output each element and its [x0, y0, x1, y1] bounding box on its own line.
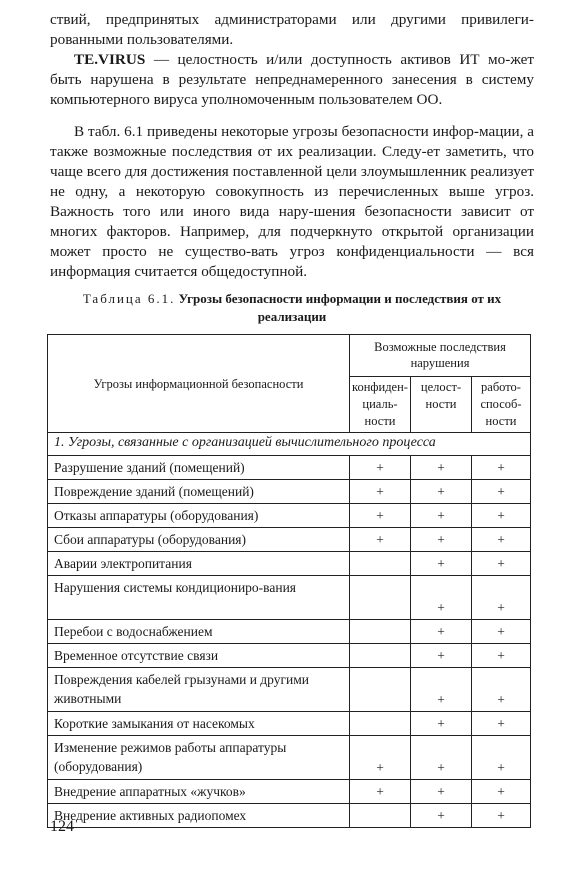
threat-name: Сбои аппаратуры (оборудования): [48, 528, 350, 552]
table-row: [48, 480, 531, 504]
threat-name: Внедрение активных радиопомех: [48, 804, 350, 828]
table-section-heading: 1. Угрозы, связанные с организацией вычислительного процесса: [48, 433, 531, 456]
table-row: [48, 736, 531, 780]
confidentiality-mark: [350, 552, 411, 576]
availability-mark: +: [472, 456, 531, 480]
page-number: 124: [50, 818, 74, 835]
term-te-virus: TE.VIRUS: [74, 51, 146, 68]
threats-table: [47, 334, 531, 828]
table-row: [48, 712, 531, 736]
integrity-mark: +: [411, 712, 472, 736]
paragraph-continuation: ствий, предпринятых администраторами или другими привилеги-рованными пользователями.: [50, 11, 534, 48]
threat-name: Нарушения системы кондициониро-вания: [48, 576, 350, 620]
integrity-mark: +: [411, 620, 472, 644]
confidentiality-mark: [350, 644, 411, 668]
threat-name: Временное отсутствие связи: [48, 644, 350, 668]
confidentiality-mark: [350, 668, 411, 712]
confidentiality-mark: +: [350, 456, 411, 480]
table-row: [48, 456, 531, 480]
confidentiality-mark: [350, 620, 411, 644]
integrity-mark: +: [411, 504, 472, 528]
integrity-mark: +: [411, 736, 472, 780]
availability-mark: +: [472, 620, 531, 644]
table-caption-label: Таблица 6.1.: [82, 291, 176, 306]
availability-mark: +: [472, 712, 531, 736]
threat-name: Повреждения кабелей грызунами и другими животными: [48, 668, 350, 712]
paragraph-table-intro: [50, 122, 534, 282]
availability-mark: +: [472, 780, 531, 804]
confidentiality-mark: +: [350, 480, 411, 504]
confidentiality-mark: +: [350, 504, 411, 528]
header-confidentiality: конфиден-циаль-ности: [350, 377, 411, 433]
availability-mark: +: [472, 668, 531, 712]
header-consequences: Возможные последствия нарушения: [350, 335, 531, 377]
threat-name: Короткие замыкания от насекомых: [48, 712, 350, 736]
table-caption-title: Угрозы безопасности информации и последствия от их реализации: [178, 291, 502, 324]
confidentiality-mark: [350, 804, 411, 828]
header-threats: Угрозы информационной безопасности: [48, 335, 350, 433]
integrity-mark: +: [411, 480, 472, 504]
header-availability: работо-способ-ности: [472, 377, 531, 433]
integrity-mark: +: [411, 804, 472, 828]
integrity-mark: +: [411, 668, 472, 712]
threat-name: Повреждение зданий (помещений): [48, 480, 350, 504]
availability-mark: +: [472, 736, 531, 780]
availability-mark: +: [472, 576, 531, 620]
table-row: [48, 780, 531, 804]
header-integrity: целост-ности: [411, 377, 472, 433]
confidentiality-mark: [350, 576, 411, 620]
table-caption: [50, 290, 534, 326]
table-row: [48, 668, 531, 712]
confidentiality-mark: [350, 712, 411, 736]
integrity-mark: +: [411, 456, 472, 480]
table-row: [48, 804, 531, 828]
availability-mark: +: [472, 480, 531, 504]
integrity-mark: +: [411, 552, 472, 576]
table-row: [48, 644, 531, 668]
integrity-mark: +: [411, 780, 472, 804]
paragraph-te-virus: [50, 50, 534, 110]
threat-name: Отказы аппаратуры (оборудования): [48, 504, 350, 528]
availability-mark: +: [472, 644, 531, 668]
integrity-mark: +: [411, 576, 472, 620]
availability-mark: +: [472, 504, 531, 528]
threat-name: Внедрение аппаратных «жучков»: [48, 780, 350, 804]
threat-name: Изменение режимов работы аппаратуры (оборудования): [48, 736, 350, 780]
threat-name: Перебои с водоснабжением: [48, 620, 350, 644]
table-row: [48, 552, 531, 576]
availability-mark: +: [472, 528, 531, 552]
availability-mark: +: [472, 552, 531, 576]
paragraph-table-intro-text: В табл. 6.1 приведены некоторые угрозы безопасности инфор-мации, а также возможные последствия от их реализации. Следу-ет заметить, что чаще всего для достижения поставленной цели злоумышленник реализует не одну, а некоторую совокупность из перечисленных выше угроз. Важность того или иного вида нару-шения безопасности зависит от многих факторов. Например, для подчеркнуто открытой организации может просто не существо-вать угроз конфиденциальности — вся информация считается общедоступной.: [50, 123, 534, 280]
term-definition: — целостность и/или доступность активов ИТ мо-жет быть нарушена в результате непреднамеренного занесения в систему компьютерного вируса уполномоченным пользователем ОО.: [50, 51, 534, 108]
table-row: [48, 620, 531, 644]
confidentiality-mark: +: [350, 780, 411, 804]
integrity-mark: +: [411, 644, 472, 668]
threat-name: Аварии электропитания: [48, 552, 350, 576]
threat-name: Разрушение зданий (помещений): [48, 456, 350, 480]
confidentiality-mark: +: [350, 736, 411, 780]
table-row: [48, 528, 531, 552]
integrity-mark: +: [411, 528, 472, 552]
confidentiality-mark: +: [350, 528, 411, 552]
availability-mark: +: [472, 804, 531, 828]
table-row: [48, 504, 531, 528]
table-row: [48, 576, 531, 620]
